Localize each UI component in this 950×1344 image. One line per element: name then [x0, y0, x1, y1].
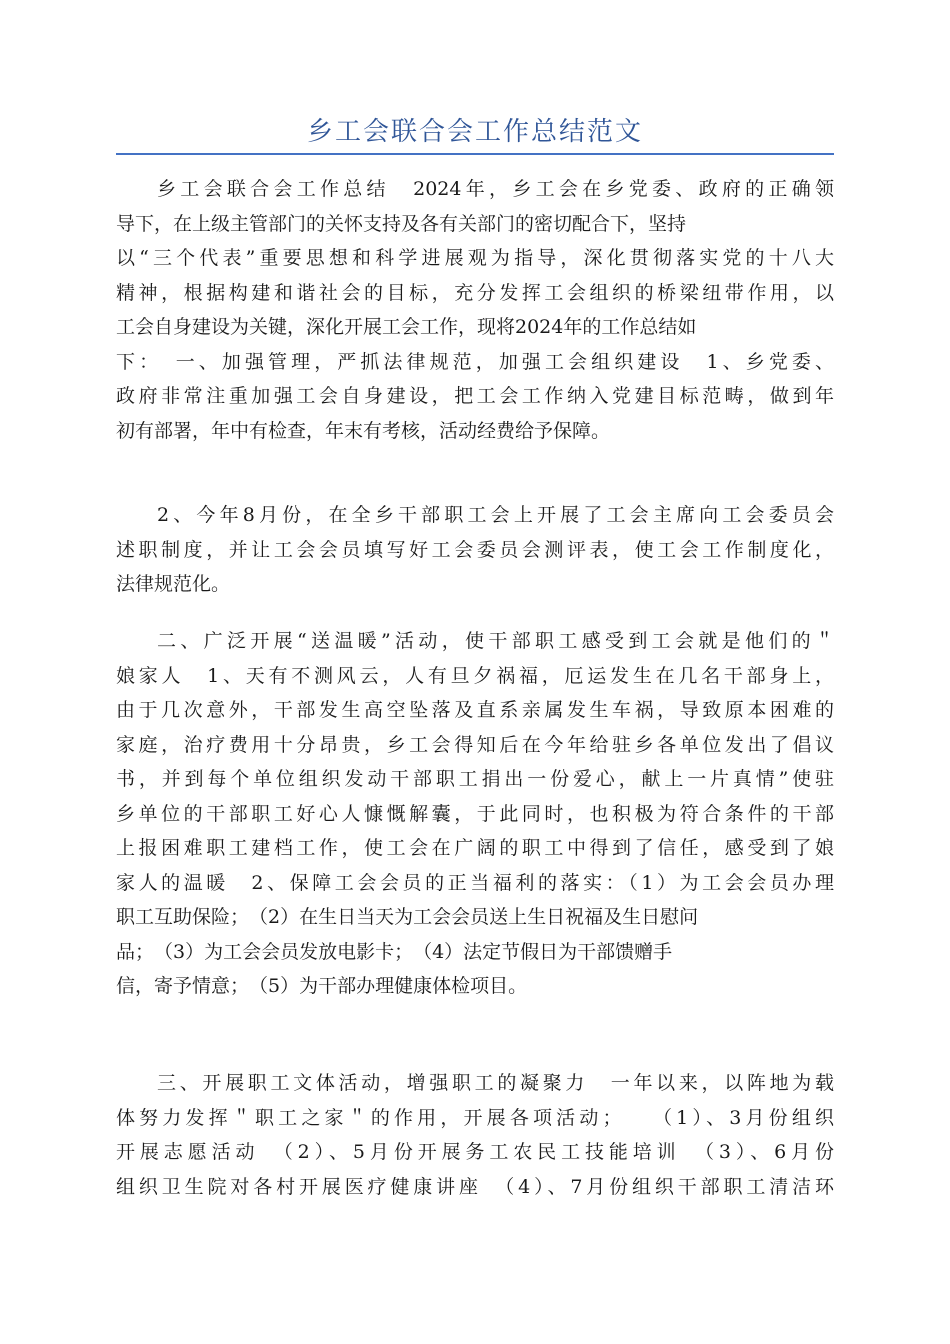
- text-line: 乡工会联合会工作总结 2024年，乡工会在乡党委、政府的正确领: [157, 178, 834, 200]
- text-line: 信，寄予情意； （5）为干部办理健康体检项目。: [116, 975, 528, 997]
- text-line: 家庭，治疗费用十分昂贵，乡工会得知后在今年给驻乡各单位发出了倡议: [116, 733, 834, 756]
- paragraph-intro: [116, 172, 834, 448]
- paragraph-section-2: [116, 624, 834, 1004]
- text-line: 法律规范化。: [116, 573, 231, 595]
- title-underline: [116, 153, 834, 155]
- text-line: 组织卫生院对各村开展医疗健康讲座 （4）、7月份组织干部职工清洁环: [116, 1175, 834, 1198]
- text-line: 2、今年8月份，在全乡干部职工会上开展了工会主席向工会委员会: [157, 504, 834, 526]
- text-line: 职工互助保险； （2）在生日当天为工会会员送上生日祝福及生日慰问: [116, 906, 699, 928]
- text-line: 三、开展职工文体活动，增强职工的凝聚力 一年以来，以阵地为载: [157, 1072, 834, 1094]
- text-line: 体努力发挥＂职工之家＂的作用，开展各项活动； （1）、3月份组织: [116, 1106, 834, 1129]
- text-line: 品； （3）为工会会员发放电影卡； （4）法定节假日为干部馈赠手: [116, 940, 673, 963]
- document-title: 乡工会联合会工作总结范文: [306, 117, 643, 147]
- text-line: 二、广泛开展“送温暖”活动，使干部职工感受到工会就是他们的＂: [157, 630, 834, 652]
- text-line: 以“三个代表”重要思想和科学进展观为指导，深化贯彻落实党的十八大: [116, 247, 834, 269]
- text-line: 述职制度，并让工会会员填写好工会委员会测评表，使工会工作制度化，: [116, 538, 834, 561]
- text-line: 开展志愿活动 （2）、5月份开展务工农民工技能培训 （3）、6月份: [116, 1141, 834, 1163]
- text-line: 下： 一、加强管理，严抓法律规范，加强工会组织建设 1、乡党委、: [116, 350, 834, 373]
- text-line: 导下，在上级主管部门的关怀支持及各有关部门的密切配合下，坚持: [116, 212, 687, 235]
- text-line: 工会自身建设为关键，深化开展工会工作，现将2024年的工作总结如: [116, 316, 697, 338]
- paragraph-section-1-item-2: [116, 498, 834, 602]
- text-line: 初有部署，年中有检查，年末有考核，活动经费给予保障。: [116, 419, 611, 442]
- text-line: 上报困难职工建档工作，使工会在广阔的职工中得到了信任，感受到了娘: [116, 837, 834, 859]
- text-line: 乡单位的干部职工好心人慷慨解囊，于此同时，也积极为符合条件的干部: [116, 802, 834, 825]
- text-line: 精神，根据构建和谐社会的目标，充分发挥工会组织的桥梁纽带作用，以: [116, 281, 834, 304]
- text-line: 家人的温暖 2、保障工会会员的正当福利的落实：（1）为工会会员办理: [116, 871, 834, 894]
- paragraph-section-3: [116, 1066, 834, 1204]
- text-line: 娘家人 1、天有不测风云，人有旦夕祸福，厄运发生在几名干部身上，: [116, 664, 834, 687]
- text-line: 书，并到每个单位组织发动干部职工捐出一份爱心，献上一片真情”使驻: [116, 768, 834, 790]
- text-line: 政府非常注重加强工会自身建设，把工会工作纳入党建目标范畴，做到年: [116, 385, 834, 407]
- text-line: 由于几次意外，干部发生高空坠落及直系亲属发生车祸，导致原本困难的: [116, 699, 834, 721]
